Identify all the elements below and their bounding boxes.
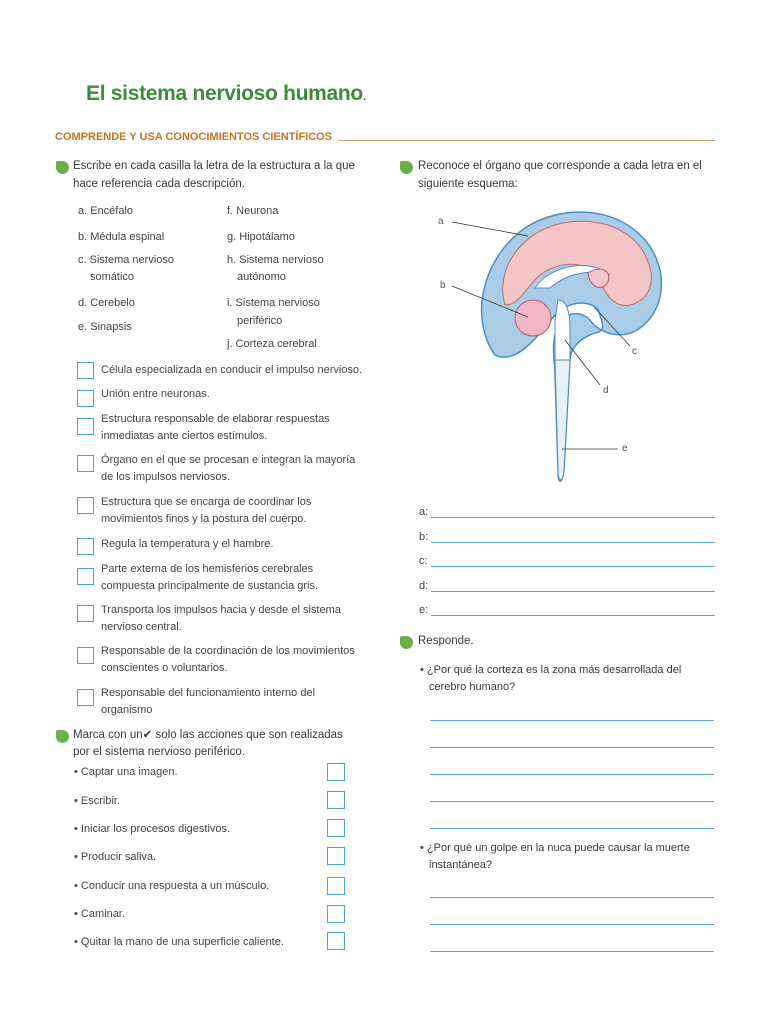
answer-box[interactable] [77, 538, 94, 555]
write-line[interactable] [430, 720, 714, 721]
brain-diagram [430, 200, 730, 500]
write-line[interactable] [430, 801, 714, 802]
label-c: c [632, 346, 637, 357]
cerebellum [515, 300, 551, 336]
description: Responsable de la coordinación de los movimientos conscientes o voluntarios. [101, 645, 355, 674]
write-line[interactable] [430, 897, 714, 898]
q4-question-2: • ¿Por qué un golpe en la nuca puede causar la muerte instantánea? [420, 842, 690, 871]
description: Transporta los impulsos hacia y desde el sistema nervioso central. [101, 604, 341, 633]
answer-box[interactable] [77, 647, 94, 664]
option-j: j. Corteza cerebral [227, 338, 317, 350]
q4-prompt: Responde. [418, 635, 474, 647]
answer-box[interactable] [77, 568, 94, 585]
section-header: COMPRENDE Y USA CONOCIMIENTOS CIENTÍFICOS [55, 131, 715, 143]
option-i: i. Sistema nervioso [227, 297, 320, 309]
answer-box[interactable] [77, 362, 94, 379]
label-e: e [622, 443, 628, 454]
answer-line-d[interactable]: d: [419, 580, 715, 592]
description: Célula especializada en conducir el impulso nervioso. [101, 364, 363, 376]
q3-prompt-line-2: siguiente esquema: [418, 178, 518, 190]
q4-question-1: • ¿Por qué la corteza es la zona más desarrollada del cerebro humano? [420, 664, 682, 693]
action-item: • Captar una imagen. [74, 766, 178, 778]
answer-box[interactable] [77, 605, 94, 622]
option-h: h. Sistema nervioso [227, 254, 324, 266]
label-b: b [440, 280, 446, 291]
action-item: • Iniciar los procesos digestivos. [74, 823, 231, 835]
bullet-icon [400, 161, 413, 174]
checkbox[interactable] [327, 847, 345, 865]
checkbox[interactable] [327, 877, 345, 895]
q3-prompt-line-1: Reconoce el órgano que corresponde a cada letra en el [418, 160, 702, 172]
answer-box[interactable] [77, 418, 94, 435]
q1-prompt-line-2: hace referencia cada descripción. [73, 178, 245, 190]
option-c-cont: somático [90, 271, 135, 283]
answer-box[interactable] [77, 497, 94, 514]
label-d: d [603, 385, 609, 396]
option-g: g. Hipotálamo [227, 231, 295, 243]
bullet-icon [56, 161, 69, 174]
description: Estructura responsable de elaborar respuestas inmediatas ante ciertos estímulos. [101, 413, 330, 442]
description: Órgano en el que se procesan e integran la mayoría de los impulsos nerviosos. [101, 454, 356, 483]
description: Responsable del funcionamiento interno del organismo [101, 687, 316, 716]
checkbox[interactable] [327, 905, 345, 923]
action-item: • Conducir una respuesta a un músculo. [74, 880, 270, 892]
answer-line-c[interactable]: c: [419, 555, 715, 567]
write-line[interactable] [430, 747, 714, 748]
action-item: • Escribir. [74, 795, 121, 807]
bullet-icon [400, 636, 413, 649]
option-c: c. Sistema nervioso [78, 254, 174, 266]
q2-prompt-line-1: Marca con un✔ solo las acciones que son realizadas [73, 729, 343, 741]
answer-box[interactable] [77, 689, 94, 706]
answer-line-a[interactable]: a: [419, 506, 715, 518]
write-line[interactable] [430, 828, 714, 829]
answer-line-e[interactable]: e: [419, 604, 715, 616]
bullet-icon [56, 730, 69, 743]
checkbox[interactable] [327, 763, 345, 781]
option-h-cont: autónomo [237, 271, 286, 283]
option-b: b. Médula espinal [78, 231, 165, 243]
option-f: f. Neurona [227, 205, 279, 217]
description: Estructura que se encarga de coordinar los movimientos finos y la postura del cuerpo. [101, 496, 312, 525]
description: Unión entre neuronas. [101, 388, 210, 400]
checkbox[interactable] [327, 819, 345, 837]
action-item: • Caminar. [74, 908, 125, 920]
answer-line-b[interactable]: b: [419, 531, 715, 543]
checkbox[interactable] [327, 932, 345, 950]
action-item: • Quitar la mano de una superficie caliente. [74, 936, 284, 948]
q2-prompt-line-2: por el sistema nervioso periférico. [73, 746, 245, 758]
action-item: • Producir saliva. [74, 851, 157, 863]
option-a: a. Encéfalo [78, 205, 134, 217]
page-title: El sistema nervioso humano. [86, 82, 366, 105]
brainstem [555, 300, 570, 360]
checkbox[interactable] [327, 791, 345, 809]
label-a: a [438, 216, 444, 227]
description: Parte externa de los hemisferios cerebrales compuesta principalmente de sustancia gris. [101, 563, 319, 592]
answer-box[interactable] [77, 455, 94, 472]
option-i-cont: periférico [237, 315, 283, 327]
q1-prompt-line-1: Escribe en cada casilla la letra de la estructura a la que [73, 160, 355, 172]
answer-box[interactable] [77, 390, 94, 407]
option-d: d. Cerebelo [78, 297, 135, 309]
write-line[interactable] [430, 774, 714, 775]
write-line[interactable] [430, 951, 714, 952]
option-e: e. Sinapsis [78, 321, 132, 333]
description: Regula la temperatura y el hambre. [101, 538, 274, 550]
write-line[interactable] [430, 924, 714, 925]
